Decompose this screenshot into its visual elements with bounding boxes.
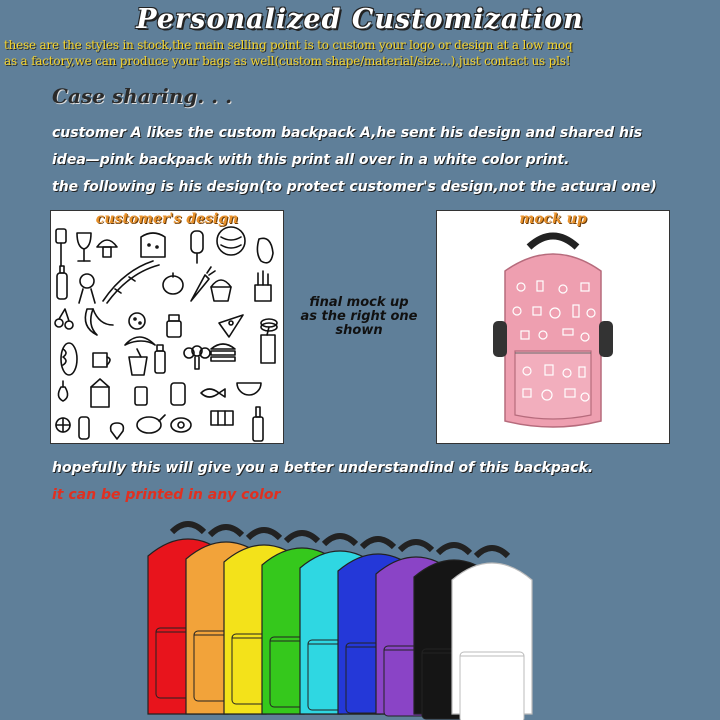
fries-icon <box>255 271 271 301</box>
design-caption: customer's design <box>95 211 239 227</box>
egg-icon <box>171 418 191 432</box>
spatula-icon <box>56 229 66 266</box>
wine-glass-icon <box>77 233 91 261</box>
strawberry-icon <box>111 423 124 439</box>
mug-icon <box>93 353 110 367</box>
customer-design-panel <box>50 210 284 444</box>
pickles-jar-icon <box>171 383 185 405</box>
fish-icon <box>201 389 225 397</box>
page-title: Personalized Customization <box>136 4 584 35</box>
melon-slice-icon <box>237 383 261 395</box>
lemon-icon <box>56 418 70 432</box>
baguette-icon <box>103 261 159 303</box>
mockup-caption: mock up <box>519 211 587 227</box>
case-heading: Case sharing. . . <box>52 84 233 108</box>
banana-icon <box>85 309 113 335</box>
note-line-2: as the right one <box>300 309 418 324</box>
backpack-white <box>452 548 532 720</box>
mixer-icon <box>79 274 95 303</box>
cabbage-icon <box>217 227 245 255</box>
colored-backpacks-row <box>0 510 720 720</box>
hotdog-icon <box>61 343 77 375</box>
pizza-icon <box>219 315 243 337</box>
cherry-icon <box>55 309 73 329</box>
juice-glass-icon <box>261 327 275 363</box>
closing-line: hopefully this will give you a better understandind of this backpack. <box>52 460 594 476</box>
intro-line-2: as a factory,we can produce your bags as well(custom shape/material/size...),just contact us pls! <box>4 54 571 68</box>
milk-carton-icon <box>91 379 109 407</box>
croissant-icon <box>125 337 155 345</box>
doodle-pattern <box>51 211 283 443</box>
note-line-1: final mock up <box>309 295 409 310</box>
carrot-icon <box>191 267 215 301</box>
story-line-2: idea—pink backpack with this print all over in a white color print. <box>52 152 570 168</box>
pear-icon <box>58 381 67 401</box>
broccoli-icon <box>184 346 210 369</box>
color-note: it can be printed in any color <box>52 487 281 503</box>
milk-bottle-icon <box>155 345 165 373</box>
burger-icon <box>211 344 235 361</box>
cookie-icon <box>129 313 145 329</box>
note-line-3: shown <box>335 323 383 338</box>
pumpkin-icon <box>163 273 183 294</box>
final-mockup-note <box>284 296 434 338</box>
story-line-3: the following is his design(to protect customer's design,not the actural one) <box>52 179 657 195</box>
cupcake-icon <box>211 280 231 301</box>
cup-icon <box>129 349 147 375</box>
bottle-icon <box>57 266 67 299</box>
pink-backpack-mockup <box>437 211 669 443</box>
mockup-panel <box>436 210 670 444</box>
can-icon <box>135 387 147 405</box>
bread-icon <box>141 233 165 257</box>
water-bottle-icon <box>79 417 89 439</box>
mushroom-icon <box>97 240 117 257</box>
eggplant-icon <box>257 238 273 263</box>
popsicle-icon <box>191 231 203 263</box>
roast-chicken-icon <box>137 415 165 433</box>
jar-icon <box>167 315 181 337</box>
wine-bottle-icon <box>253 407 263 441</box>
chocolate-bar-icon <box>211 411 233 425</box>
story-line-1: customer A likes the custom backpack A,he sent his design and shared his <box>52 125 643 141</box>
intro-line-1: these are the styles in stock,the main selling point is to custom your logo or design at a low moq <box>4 38 573 52</box>
